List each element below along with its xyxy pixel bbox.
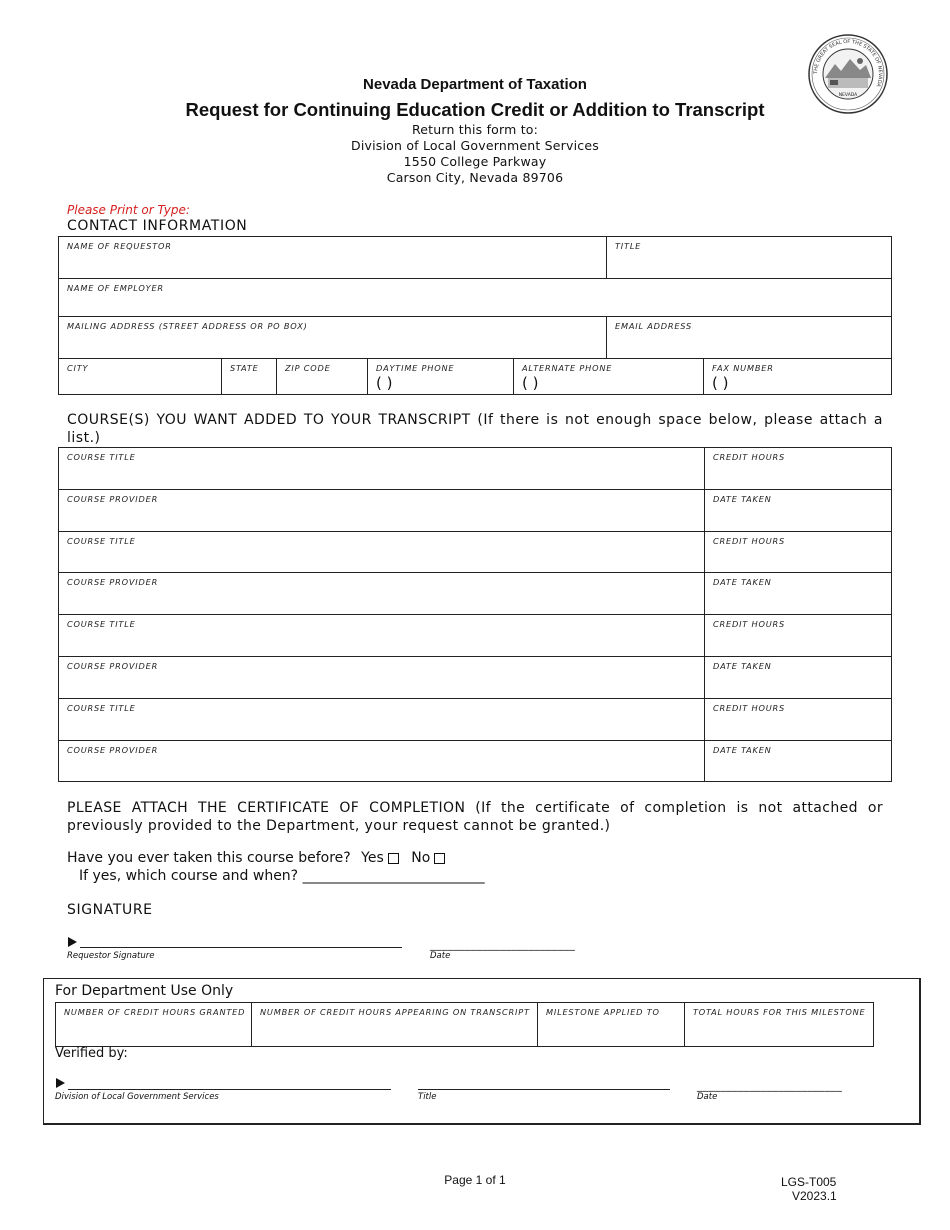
return-line-2: Division of Local Government Services <box>351 138 599 153</box>
date-taken-field[interactable] <box>705 573 891 615</box>
credit-hours-field[interactable] <box>705 532 891 573</box>
verifier-title-line[interactable] <box>418 1089 670 1090</box>
email-label: EMAIL ADDRESS <box>615 321 692 331</box>
division-signature-line[interactable] <box>68 1089 391 1090</box>
verify-here-arrow-icon <box>56 1078 65 1088</box>
contact-table <box>58 236 892 395</box>
credit-hours-label: CREDIT HOURS <box>713 452 785 462</box>
city-label: CITY <box>67 363 89 373</box>
yes-label: Yes <box>361 850 384 866</box>
fax-paren: ( ) <box>712 374 729 392</box>
verifier-title-label: Title <box>418 1092 437 1102</box>
yes-checkbox[interactable] <box>388 853 399 864</box>
state-label: STATE <box>230 363 259 373</box>
course-title-label: COURSE TITLE <box>67 703 136 713</box>
requestor-name-field[interactable] <box>59 237 607 279</box>
course-title-field[interactable] <box>59 699 705 741</box>
no-label: No <box>411 850 431 866</box>
print-instruction: Please Print or Type: <box>67 203 190 217</box>
no-checkbox[interactable] <box>434 853 445 864</box>
verifier-date-label: Date <box>697 1092 718 1102</box>
zip-field[interactable] <box>277 359 368 394</box>
mailing-address-label: MAILING ADDRESS (STREET ADDRESS OR PO BOX) <box>67 321 308 331</box>
daytime-phone-field[interactable] <box>368 359 514 394</box>
requestor-title-label: TITLE <box>615 241 642 251</box>
city-field[interactable] <box>59 359 222 394</box>
employer-field[interactable] <box>59 279 891 317</box>
sign-here-arrow-icon <box>68 937 77 947</box>
page-number: Page 1 of 1 <box>444 1173 506 1187</box>
prior-course-followup[interactable]: If yes, which course and when? __________________________ <box>79 868 485 884</box>
daytime-phone-label: DAYTIME PHONE <box>376 363 455 373</box>
hours-on-transcript-field[interactable] <box>252 1003 538 1046</box>
prior-course-question-row <box>67 850 453 866</box>
credit-hours-granted-field[interactable] <box>56 1003 252 1046</box>
certificate-notice: PLEASE ATTACH THE CERTIFICATE OF COMPLETION (If the certificate of completion is not attached or previously provided to the Department, your request cannot be granted.) <box>67 800 883 834</box>
state-seal-icon <box>808 34 888 114</box>
requestor-name-label: NAME OF REQUESTOR <box>67 241 172 251</box>
form-title: Request for Continuing Education Credit or Addition to Transcript <box>185 99 765 120</box>
credit-hours-label: CREDIT HOURS <box>713 703 785 713</box>
state-field[interactable] <box>222 359 277 394</box>
verifier-date-line[interactable]: _________________________ <box>697 1079 842 1092</box>
course-provider-field[interactable] <box>59 490 705 532</box>
course-title-field[interactable] <box>59 448 705 490</box>
credit-hours-field[interactable] <box>705 448 891 490</box>
date-taken-field[interactable] <box>705 657 891 699</box>
total-hours-milestone-field[interactable] <box>685 1003 873 1046</box>
agency-name: Nevada Department of Taxation <box>363 76 587 93</box>
course-title-field[interactable] <box>59 615 705 657</box>
milestone-applied-label: MILESTONE APPLIED TO <box>546 1007 660 1017</box>
date-taken-label: DATE TAKEN <box>713 577 772 587</box>
course-provider-label: COURSE PROVIDER <box>67 661 159 671</box>
credit-hours-label: CREDIT HOURS <box>713 536 785 546</box>
course-title-label: COURSE TITLE <box>67 452 136 462</box>
return-line-3: 1550 College Parkway <box>403 154 547 169</box>
course-title-field[interactable] <box>59 532 705 573</box>
return-line-1: Return this form to: <box>411 122 539 137</box>
department-use-box <box>43 978 921 1125</box>
courses-table <box>58 447 892 782</box>
total-hours-milestone-label: TOTAL HOURS FOR THIS MILESTONE <box>693 1007 866 1017</box>
date-taken-label: DATE TAKEN <box>713 745 772 755</box>
requestor-title-field[interactable] <box>607 237 891 279</box>
course-provider-field[interactable] <box>59 741 705 781</box>
form-id: LGS-T005 <box>781 1175 837 1189</box>
form-version: V2023.1 <box>792 1189 837 1203</box>
credit-hours-granted-label: NUMBER OF CREDIT HOURS GRANTED <box>64 1007 246 1017</box>
return-line-4: Carson City, Nevada 89706 <box>386 170 564 185</box>
email-field[interactable] <box>607 317 891 359</box>
alternate-phone-label: ALTERNATE PHONE <box>522 363 613 373</box>
fax-label: FAX NUMBER <box>712 363 774 373</box>
date-taken-field[interactable] <box>705 741 891 781</box>
employer-label: NAME OF EMPLOYER <box>67 283 164 293</box>
seal-banner: NEVADA <box>838 93 858 98</box>
date-taken-label: DATE TAKEN <box>713 494 772 504</box>
alternate-phone-field[interactable] <box>514 359 704 394</box>
seal-ring-text: THE GREAT SEAL OF THE STATE OF NEVADA <box>812 38 884 88</box>
signature-date-line[interactable]: _________________________ <box>430 938 575 951</box>
department-table <box>55 1002 874 1047</box>
prior-course-question: Have you ever taken this course before? <box>67 850 351 866</box>
course-title-label: COURSE TITLE <box>67 536 136 546</box>
verified-by-label: Verified by: <box>55 1046 128 1061</box>
department-heading: For Department Use Only <box>55 983 234 999</box>
course-provider-label: COURSE PROVIDER <box>67 577 159 587</box>
daytime-phone-paren: ( ) <box>376 374 393 392</box>
course-provider-label: COURSE PROVIDER <box>67 745 159 755</box>
division-signature-label: Division of Local Government Services <box>55 1092 219 1102</box>
fax-field[interactable] <box>704 359 891 394</box>
credit-hours-field[interactable] <box>705 699 891 741</box>
credit-hours-field[interactable] <box>705 615 891 657</box>
signature-date-label: Date <box>430 951 451 961</box>
mailing-address-field[interactable] <box>59 317 607 359</box>
course-title-label: COURSE TITLE <box>67 619 136 629</box>
alternate-phone-paren: ( ) <box>522 374 539 392</box>
signature-heading: SIGNATURE <box>67 902 153 918</box>
credit-hours-label: CREDIT HOURS <box>713 619 785 629</box>
date-taken-label: DATE TAKEN <box>713 661 772 671</box>
contact-heading: CONTACT INFORMATION <box>67 218 248 234</box>
course-provider-label: COURSE PROVIDER <box>67 494 159 504</box>
zip-label: ZIP CODE <box>285 363 331 373</box>
requestor-signature-label: Requestor Signature <box>67 951 155 961</box>
hours-on-transcript-label: NUMBER OF CREDIT HOURS APPEARING ON TRANSCRIPT <box>260 1007 530 1017</box>
courses-heading: COURSE(S) YOU WANT ADDED TO YOUR TRANSCRIPT (If there is not enough space below, please attach a list.) <box>67 412 883 446</box>
course-provider-field[interactable] <box>59 573 705 615</box>
milestone-applied-field[interactable] <box>538 1003 685 1046</box>
course-provider-field[interactable] <box>59 657 705 699</box>
date-taken-field[interactable] <box>705 490 891 532</box>
requestor-signature-line[interactable] <box>80 947 402 948</box>
